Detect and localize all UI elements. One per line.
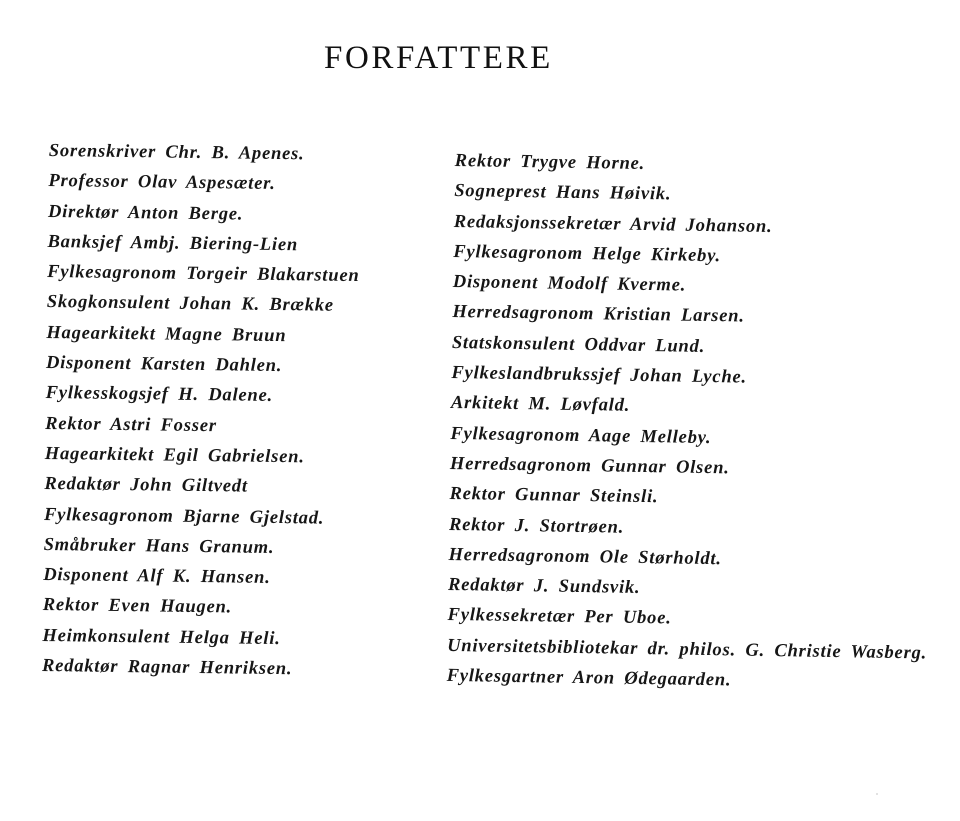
- author-entry: Disponent Karsten Dahlen.: [45, 353, 283, 377]
- author-entry: Disponent Modolf Kverme.: [452, 272, 687, 296]
- author-entry: Rektor Trygve Horne.: [454, 150, 646, 174]
- author-entry: Rektor J. Stortrøen.: [448, 514, 625, 538]
- author-entry: Direktør Anton Berge.: [47, 201, 244, 225]
- author-entry: Fylkesgartner Aron Ødegaarden.: [446, 665, 732, 691]
- author-entry: Sorenskriver Chr. B. Apenes.: [48, 140, 305, 165]
- author-entry: Arkitekt M. Løvfald.: [450, 393, 631, 417]
- author-entry: Redaktør Ragnar Henriksen.: [41, 656, 293, 680]
- author-entry: Fylkesagronom Bjarne Gjelstad.: [43, 504, 325, 529]
- author-entry: Rektor Astri Fosser: [45, 413, 217, 436]
- author-entry: Professor Olav Aspesæter.: [48, 171, 276, 195]
- author-entry: Sogneprest Hans Høivik.: [454, 181, 672, 205]
- author-entry: Hagearkitekt Magne Bruun: [46, 322, 287, 346]
- author-entry: Fylkessekretær Per Uboe.: [447, 605, 672, 629]
- author-entry: Rektor Even Haugen.: [42, 595, 233, 618]
- author-entry: Småbruker Hans Granum.: [43, 534, 275, 558]
- author-entry: Fylkesskogsjef H. Dalene.: [45, 383, 274, 407]
- author-entry: Skogkonsulent Johan K. Brække: [46, 292, 335, 317]
- author-entry: Herredsagronom Gunnar Olsen.: [449, 453, 730, 479]
- author-entry: Redaktør J. Sundsvik.: [447, 575, 641, 599]
- author-entry: Statskonsulent Oddvar Lund.: [451, 332, 706, 357]
- author-entry: Fylkesagronom Aage Melleby.: [450, 423, 712, 448]
- author-list-right: [446, 146, 934, 699]
- author-entry: Banksjef Ambj. Biering-Lien: [47, 231, 299, 256]
- author-entry: Heimkonsulent Helga Heli.: [42, 625, 281, 649]
- author-entry: Redaktør John Giltvedt: [44, 474, 248, 497]
- author-entry: Disponent Alf K. Hansen.: [43, 565, 271, 589]
- scan-speck: [876, 793, 878, 795]
- author-entry: Fylkeslandbrukssjef Johan Lyche.: [451, 363, 748, 388]
- author-entry: Fylkesagronom Helge Kirkeby.: [453, 241, 722, 267]
- author-entry: Redaksjonssekretær Arvid Johanson.: [453, 211, 773, 237]
- author-list-left: [42, 136, 361, 685]
- author-entry: Herredsagronom Kristian Larsen.: [452, 302, 745, 328]
- author-entry: Fylkesagronom Torgeir Blakarstuen: [47, 262, 360, 287]
- author-entry: Hagearkitekt Egil Gabrielsen.: [44, 443, 305, 468]
- author-entry: Herredsagronom Ole Størholdt.: [448, 544, 722, 570]
- author-entry: Universitetsbibliotekar dr. philos. G. Christie Wasberg.: [446, 635, 928, 664]
- author-entry: Rektor Gunnar Steinsli.: [449, 484, 659, 508]
- page-title: FORFATTERE: [324, 40, 553, 76]
